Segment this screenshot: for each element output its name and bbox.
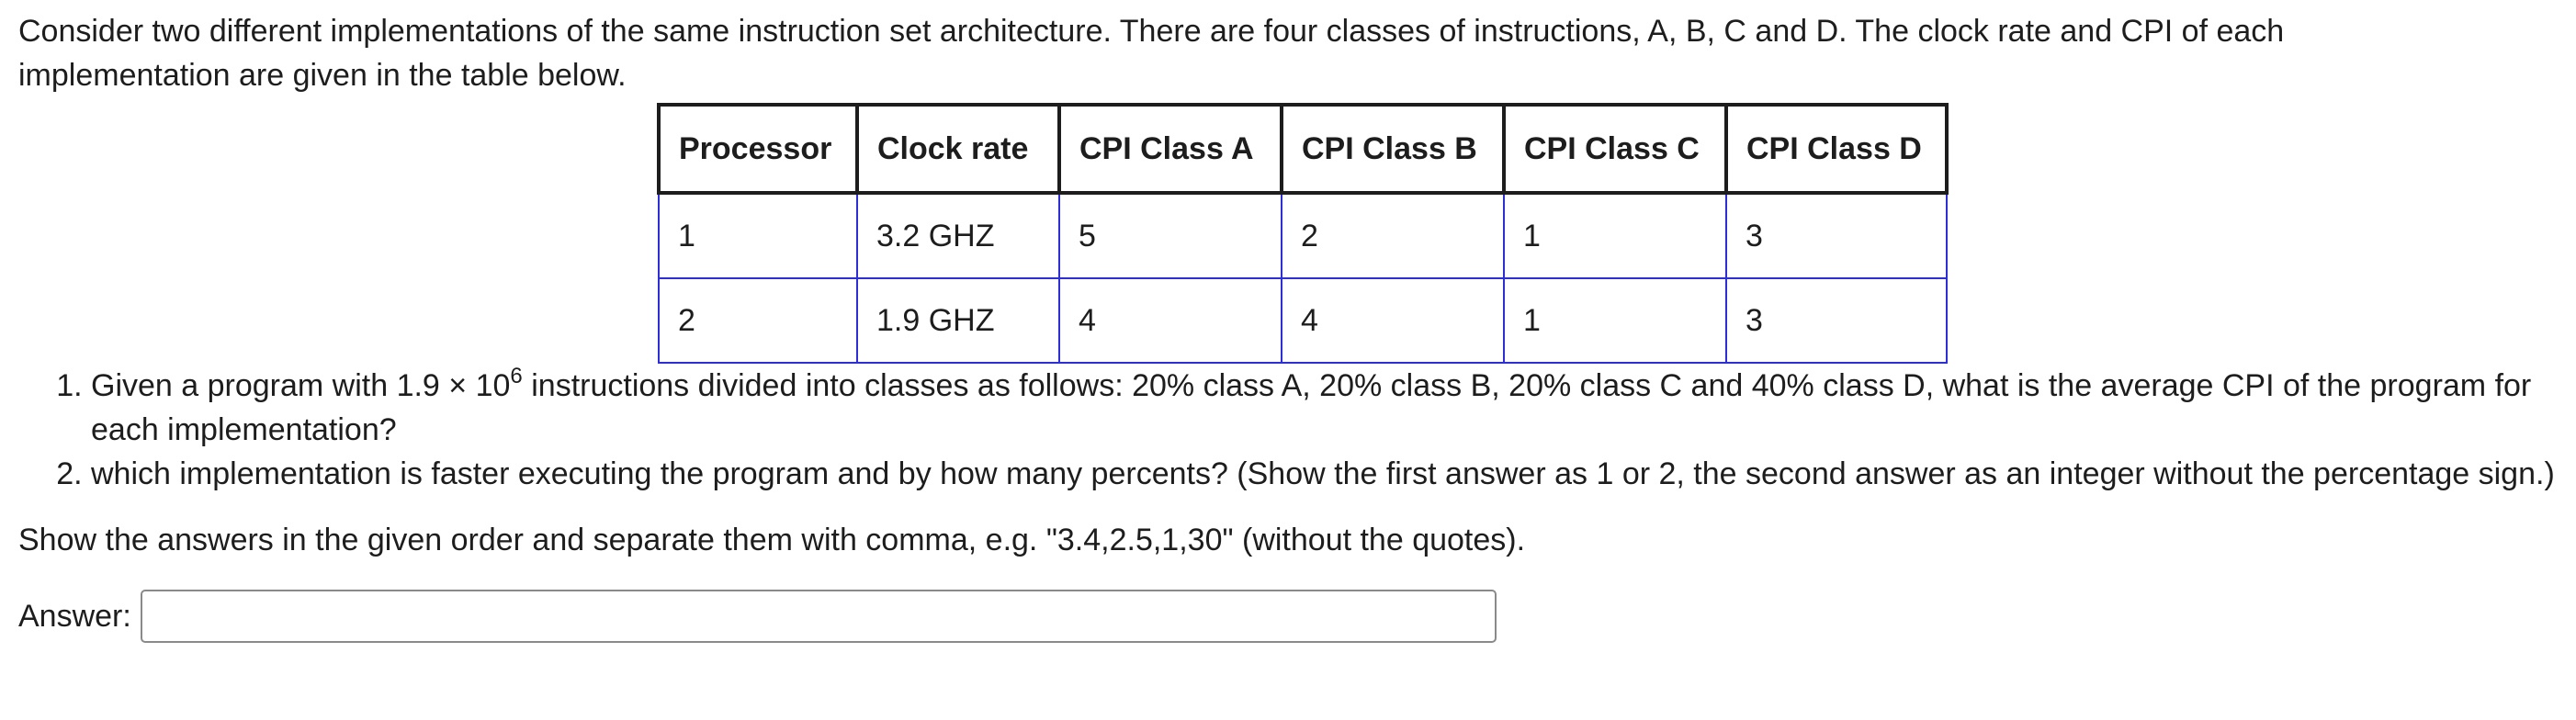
- header-cpi-class-b: CPI Class B: [1282, 105, 1504, 193]
- cell-clock-rate: 1.9 GHZ: [857, 278, 1059, 363]
- question-item-2: [91, 452, 2562, 496]
- answer-instruction: Show the answers in the given order and separate them with comma, e.g. "3.4,2.5,1,30" (without the quotes).: [18, 523, 1526, 557]
- question-2-text: which implementation is faster executing the program and by how many percents? (Show the first answer as 1 or 2, the second answer as an integer without the percentage sign.): [91, 456, 2555, 491]
- cell-clock-rate: 3.2 GHZ: [857, 193, 1059, 278]
- question-item-1: [91, 364, 2562, 452]
- cell-processor: 2: [659, 278, 857, 363]
- answer-row: [18, 590, 2558, 643]
- cell-cpi-b: 2: [1282, 193, 1504, 278]
- question-1-text-start: Given a program with 1.9 × 10: [91, 368, 511, 403]
- cell-cpi-d: 3: [1726, 193, 1947, 278]
- cell-cpi-d: 3: [1726, 278, 1947, 363]
- table-row: [659, 278, 1947, 363]
- header-cpi-class-a: CPI Class A: [1059, 105, 1282, 193]
- intro-line-1: Consider two different implementations of the same instruction set architecture. There are four classes of instructions, A, B, C and D. The clock rate and CPI of each: [18, 14, 2285, 49]
- question-1-exponent: 6: [510, 364, 523, 388]
- cell-cpi-b: 4: [1282, 278, 1504, 363]
- question-1-text-end: instructions divided into classes as follows: 20% class A, 20% class B, 20% class C and 40% class D, what is the average CPI of the program for each implementation?: [91, 368, 2532, 447]
- cpi-table-container: [657, 103, 2558, 364]
- header-cpi-class-c: CPI Class C: [1504, 105, 1726, 193]
- intro-line-2: implementation are given in the table below.: [18, 58, 627, 93]
- table-row: [659, 193, 1947, 278]
- header-clock-rate: Clock rate: [857, 105, 1059, 193]
- table-header-row: [659, 105, 1947, 193]
- cell-processor: 1: [659, 193, 857, 278]
- header-cpi-class-d: CPI Class D: [1726, 105, 1947, 193]
- answer-input[interactable]: [141, 590, 1497, 643]
- cpi-table: [657, 103, 1949, 364]
- question-list: [18, 364, 2562, 496]
- cell-cpi-c: 1: [1504, 278, 1726, 363]
- header-processor: Processor: [659, 105, 857, 193]
- answer-label: Answer:: [18, 599, 131, 634]
- cell-cpi-a: 5: [1059, 193, 1282, 278]
- intro-text: [18, 9, 2545, 97]
- cell-cpi-c: 1: [1504, 193, 1726, 278]
- cell-cpi-a: 4: [1059, 278, 1282, 363]
